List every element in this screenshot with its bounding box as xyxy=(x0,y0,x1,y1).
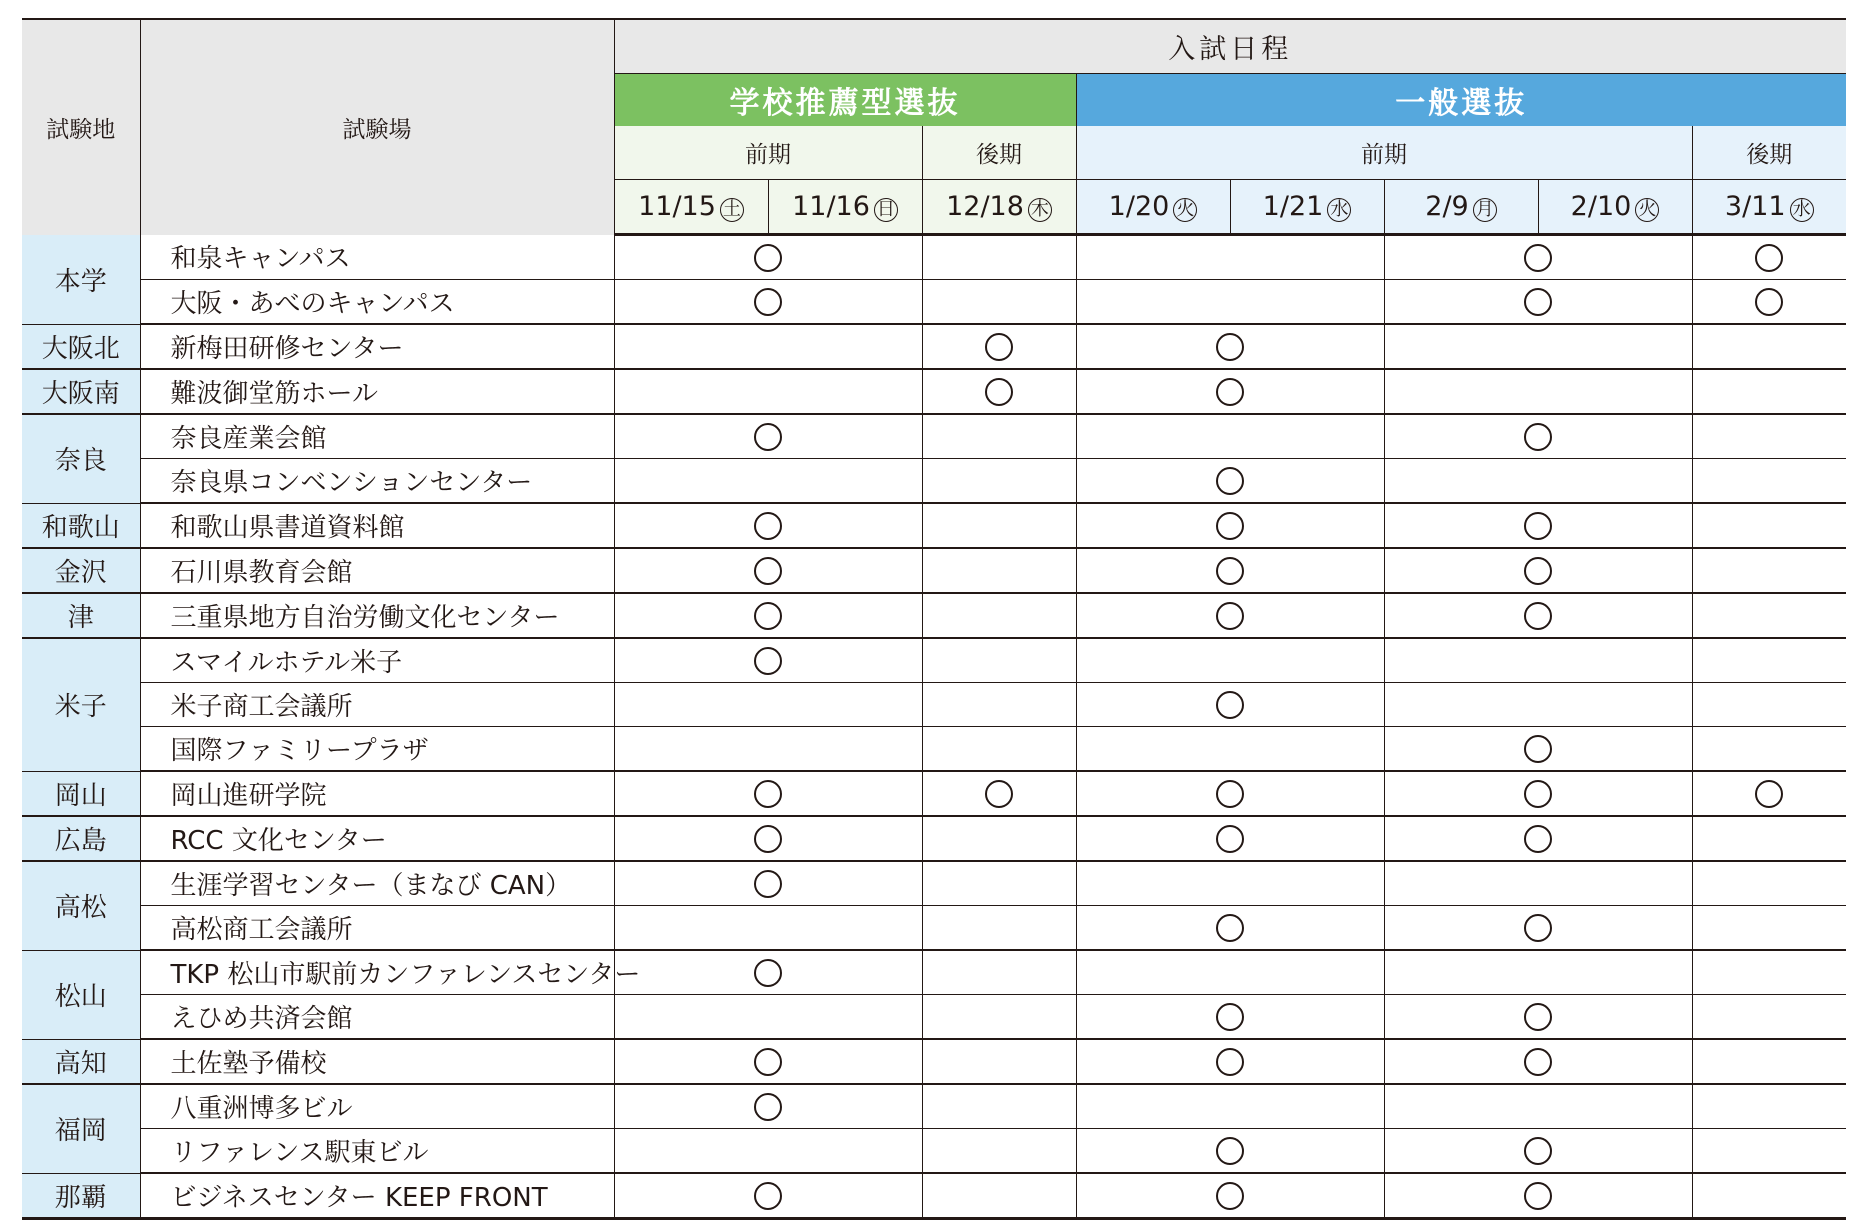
venue-cell: RCC 文化センター xyxy=(140,816,614,861)
schedule-cell xyxy=(1076,638,1384,683)
schedule-cell xyxy=(1692,369,1846,414)
table-row xyxy=(22,683,1846,727)
schedule-cell xyxy=(614,369,922,414)
schedule-cell xyxy=(1076,1129,1384,1174)
schedule-cell xyxy=(1692,324,1846,369)
date-text: 1/20 xyxy=(1108,191,1170,222)
general-selection-header: 一般選抜 xyxy=(1076,74,1846,127)
available-circle-icon xyxy=(754,1093,782,1121)
schedule-cell xyxy=(1692,548,1846,593)
date-header xyxy=(1384,180,1538,235)
venue-cell: 米子商工会議所 xyxy=(140,683,614,727)
venue-cell: 高松商工会議所 xyxy=(140,906,614,951)
available-circle-icon xyxy=(1524,1182,1552,1210)
available-circle-icon xyxy=(754,244,782,272)
available-circle-icon xyxy=(985,378,1013,406)
schedule-cell xyxy=(1076,324,1384,369)
venue-cell: 岡山進研学院 xyxy=(140,771,614,816)
schedule-cell xyxy=(614,727,922,772)
date-text: 11/15 xyxy=(638,191,716,222)
schedule-cell xyxy=(1076,1173,1384,1219)
available-circle-icon xyxy=(754,959,782,987)
weekday-badge: 月 xyxy=(1473,198,1497,222)
schedule-cell xyxy=(922,906,1076,951)
available-circle-icon xyxy=(1216,1048,1244,1076)
available-circle-icon xyxy=(1524,244,1552,272)
schedule-cell xyxy=(922,503,1076,548)
weekday-badge: 木 xyxy=(1028,198,1052,222)
available-circle-icon xyxy=(1216,512,1244,540)
schedule-cell xyxy=(1384,995,1692,1040)
schedule-cell xyxy=(922,816,1076,861)
schedule-cell xyxy=(922,324,1076,369)
available-circle-icon xyxy=(754,557,782,585)
schedule-cell xyxy=(922,593,1076,638)
available-circle-icon xyxy=(754,602,782,630)
schedule-cell xyxy=(1384,548,1692,593)
location-cell: 高松 xyxy=(22,861,140,950)
schedule-cell xyxy=(1384,816,1692,861)
available-circle-icon xyxy=(1755,288,1783,316)
schedule-cell xyxy=(614,324,922,369)
available-circle-icon xyxy=(1216,825,1244,853)
schedule-cell xyxy=(614,503,922,548)
date-header xyxy=(768,180,922,235)
table-row xyxy=(22,324,1846,369)
venue-cell: 土佐塾予備校 xyxy=(140,1039,614,1084)
schedule-cell xyxy=(922,280,1076,325)
available-circle-icon xyxy=(754,1048,782,1076)
schedule-cell xyxy=(1384,235,1692,280)
date-header xyxy=(614,180,768,235)
location-cell: 福岡 xyxy=(22,1084,140,1173)
schedule-cell xyxy=(1384,1129,1692,1174)
date-text: 1/21 xyxy=(1262,191,1324,222)
schedule-cell xyxy=(614,1173,922,1219)
table-row xyxy=(22,1039,1846,1084)
table-row xyxy=(22,950,1846,995)
available-circle-icon xyxy=(1524,735,1552,763)
schedule-cell xyxy=(1384,950,1692,995)
schedule-cell xyxy=(1384,861,1692,906)
location-cell: 金沢 xyxy=(22,548,140,593)
schedule-cell xyxy=(1692,638,1846,683)
table-row xyxy=(22,459,1846,504)
available-circle-icon xyxy=(1524,602,1552,630)
schedule-cell xyxy=(614,1039,922,1084)
venue-cell: 三重県地方自治労働文化センター xyxy=(140,593,614,638)
schedule-cell xyxy=(922,950,1076,995)
table-row xyxy=(22,1173,1846,1219)
schedule-cell xyxy=(614,414,922,459)
schedule-cell xyxy=(1692,280,1846,325)
schedule-cell xyxy=(922,683,1076,727)
general-early-header: 前期 xyxy=(1076,126,1692,180)
schedule-cell xyxy=(614,593,922,638)
available-circle-icon xyxy=(1216,691,1244,719)
schedule-cell xyxy=(1692,727,1846,772)
table-row xyxy=(22,548,1846,593)
schedule-cell xyxy=(614,235,922,280)
schedule-cell xyxy=(614,771,922,816)
recommend-late-header: 後期 xyxy=(922,126,1076,180)
available-circle-icon xyxy=(1524,914,1552,942)
location-cell: 米子 xyxy=(22,638,140,771)
schedule-cell xyxy=(1692,414,1846,459)
venue-cell: 和泉キャンパス xyxy=(140,235,614,280)
schedule-cell xyxy=(1076,593,1384,638)
location-cell: 津 xyxy=(22,593,140,638)
schedule-cell xyxy=(1076,950,1384,995)
schedule-cell xyxy=(922,995,1076,1040)
available-circle-icon xyxy=(985,780,1013,808)
available-circle-icon xyxy=(1216,1137,1244,1165)
available-circle-icon xyxy=(1755,780,1783,808)
table-row xyxy=(22,816,1846,861)
available-circle-icon xyxy=(1524,825,1552,853)
schedule-cell xyxy=(1692,906,1846,951)
schedule-cell xyxy=(922,1084,1076,1129)
schedule-cell xyxy=(1076,369,1384,414)
schedule-cell xyxy=(1692,861,1846,906)
schedule-cell xyxy=(922,459,1076,504)
schedule-cell xyxy=(1076,459,1384,504)
schedule-cell xyxy=(1384,638,1692,683)
recommend-early-header: 前期 xyxy=(614,126,922,180)
available-circle-icon xyxy=(754,870,782,898)
weekday-badge: 日 xyxy=(874,198,898,222)
available-circle-icon xyxy=(754,825,782,853)
table-row xyxy=(22,414,1846,459)
location-cell: 広島 xyxy=(22,816,140,861)
available-circle-icon xyxy=(1216,780,1244,808)
schedule-cell xyxy=(614,995,922,1040)
schedule-cell xyxy=(1384,459,1692,504)
location-cell: 那覇 xyxy=(22,1173,140,1219)
schedule-cell xyxy=(1692,816,1846,861)
table-row xyxy=(22,503,1846,548)
schedule-cell xyxy=(1384,369,1692,414)
weekday-badge: 火 xyxy=(1635,198,1659,222)
table-row xyxy=(22,593,1846,638)
weekday-badge: 土 xyxy=(720,198,744,222)
schedule-cell xyxy=(1076,861,1384,906)
venue-cell: 難波御堂筋ホール xyxy=(140,369,614,414)
schedule-cell xyxy=(1692,503,1846,548)
available-circle-icon xyxy=(754,647,782,675)
table-row xyxy=(22,235,1846,280)
table-row xyxy=(22,1129,1846,1174)
venue-cell: TKP 松山市駅前カンファレンスセンター xyxy=(140,950,614,995)
table-row xyxy=(22,771,1846,816)
schedule-cell xyxy=(1384,280,1692,325)
schedule-cell xyxy=(922,638,1076,683)
available-circle-icon xyxy=(754,288,782,316)
location-header: 試験地 xyxy=(22,19,140,235)
location-cell: 岡山 xyxy=(22,771,140,816)
schedule-cell xyxy=(922,369,1076,414)
available-circle-icon xyxy=(1216,557,1244,585)
schedule-cell xyxy=(1076,414,1384,459)
schedule-cell xyxy=(1076,906,1384,951)
schedule-cell xyxy=(1692,1173,1846,1219)
schedule-cell xyxy=(614,548,922,593)
location-cell: 松山 xyxy=(22,950,140,1039)
available-circle-icon xyxy=(1524,1003,1552,1031)
schedule-cell xyxy=(614,1084,922,1129)
available-circle-icon xyxy=(1524,1048,1552,1076)
schedule-cell xyxy=(1692,593,1846,638)
table-row xyxy=(22,280,1846,325)
location-cell: 大阪北 xyxy=(22,324,140,369)
table-row xyxy=(22,638,1846,683)
date-header xyxy=(922,180,1076,235)
schedule-cell xyxy=(922,1173,1076,1219)
schedule-cell xyxy=(614,950,922,995)
schedule-cell xyxy=(922,414,1076,459)
available-circle-icon xyxy=(754,780,782,808)
date-text: 2/10 xyxy=(1570,191,1632,222)
schedule-cell xyxy=(1384,727,1692,772)
venue-cell: リファレンス駅東ビル xyxy=(140,1129,614,1174)
schedule-cell xyxy=(1692,235,1846,280)
schedule-cell xyxy=(922,1129,1076,1174)
venue-cell: 生涯学習センター（まなび CAN） xyxy=(140,861,614,906)
schedule-cell xyxy=(1384,683,1692,727)
schedule-cell xyxy=(1384,906,1692,951)
schedule-cell xyxy=(1384,324,1692,369)
schedule-cell xyxy=(1076,771,1384,816)
schedule-cell xyxy=(1384,593,1692,638)
venue-cell: 和歌山県書道資料館 xyxy=(140,503,614,548)
schedule-cell xyxy=(1692,950,1846,995)
date-text: 3/11 xyxy=(1724,191,1786,222)
venue-header: 試験場 xyxy=(140,19,614,235)
date-text: 2/9 xyxy=(1425,191,1469,222)
location-cell: 奈良 xyxy=(22,414,140,503)
available-circle-icon xyxy=(985,333,1013,361)
venue-cell: 八重洲博多ビル xyxy=(140,1084,614,1129)
schedule-cell xyxy=(1692,995,1846,1040)
schedule-cell xyxy=(1076,1084,1384,1129)
available-circle-icon xyxy=(1524,780,1552,808)
schedule-cell xyxy=(1076,1039,1384,1084)
schedule-cell xyxy=(922,771,1076,816)
table-row xyxy=(22,861,1846,906)
schedule-header: 入試日程 xyxy=(614,19,1846,74)
schedule-cell xyxy=(1076,503,1384,548)
available-circle-icon xyxy=(1524,557,1552,585)
venue-cell: えひめ共済会館 xyxy=(140,995,614,1040)
schedule-cell xyxy=(614,638,922,683)
venue-cell: 国際ファミリープラザ xyxy=(140,727,614,772)
schedule-cell xyxy=(1076,683,1384,727)
weekday-badge: 水 xyxy=(1327,198,1351,222)
schedule-cell xyxy=(1692,771,1846,816)
schedule-cell xyxy=(1692,683,1846,727)
available-circle-icon xyxy=(1216,467,1244,495)
location-cell: 高知 xyxy=(22,1039,140,1084)
available-circle-icon xyxy=(1216,333,1244,361)
schedule-cell xyxy=(1384,771,1692,816)
general-late-header: 後期 xyxy=(1692,126,1846,180)
schedule-cell xyxy=(1384,1039,1692,1084)
schedule-cell xyxy=(614,683,922,727)
schedule-cell xyxy=(1076,816,1384,861)
recommend-selection-header: 学校推薦型選抜 xyxy=(614,74,1076,127)
schedule-cell xyxy=(614,861,922,906)
table-row xyxy=(22,1084,1846,1129)
schedule-cell xyxy=(1076,280,1384,325)
date-header xyxy=(1538,180,1692,235)
date-header xyxy=(1076,180,1230,235)
schedule-cell xyxy=(1076,548,1384,593)
schedule-cell xyxy=(1692,1039,1846,1084)
schedule-cell xyxy=(614,280,922,325)
table-row xyxy=(22,995,1846,1040)
date-text: 12/18 xyxy=(946,191,1024,222)
venue-cell: 石川県教育会館 xyxy=(140,548,614,593)
available-circle-icon xyxy=(1216,378,1244,406)
venue-cell: 奈良県コンベンションセンター xyxy=(140,459,614,504)
schedule-cell xyxy=(614,906,922,951)
schedule-cell xyxy=(1692,459,1846,504)
schedule-cell xyxy=(922,1039,1076,1084)
schedule-cell xyxy=(1384,503,1692,548)
weekday-badge: 火 xyxy=(1173,198,1197,222)
available-circle-icon xyxy=(1524,1137,1552,1165)
schedule-cell xyxy=(1076,995,1384,1040)
available-circle-icon xyxy=(1524,423,1552,451)
available-circle-icon xyxy=(754,1182,782,1210)
available-circle-icon xyxy=(1755,244,1783,272)
venue-cell: 新梅田研修センター xyxy=(140,324,614,369)
schedule-cell xyxy=(922,861,1076,906)
schedule-cell xyxy=(922,235,1076,280)
schedule-cell xyxy=(614,459,922,504)
schedule-cell xyxy=(1384,1173,1692,1219)
weekday-badge: 水 xyxy=(1790,198,1814,222)
schedule-cell xyxy=(1384,414,1692,459)
schedule-cell xyxy=(1076,727,1384,772)
venue-cell: スマイルホテル米子 xyxy=(140,638,614,683)
venue-cell: 大阪・あべのキャンパス xyxy=(140,280,614,325)
schedule-cell xyxy=(922,548,1076,593)
schedule-cell xyxy=(614,1129,922,1174)
table-row xyxy=(22,369,1846,414)
location-cell: 大阪南 xyxy=(22,369,140,414)
schedule-cell xyxy=(1384,1084,1692,1129)
available-circle-icon xyxy=(1216,602,1244,630)
venue-cell: ビジネスセンター KEEP FRONT xyxy=(140,1173,614,1219)
date-text: 11/16 xyxy=(792,191,870,222)
available-circle-icon xyxy=(754,512,782,540)
schedule-cell xyxy=(1076,235,1384,280)
available-circle-icon xyxy=(754,423,782,451)
location-cell: 本学 xyxy=(22,235,140,325)
table-row xyxy=(22,906,1846,951)
schedule-cell xyxy=(922,727,1076,772)
location-cell: 和歌山 xyxy=(22,503,140,548)
available-circle-icon xyxy=(1524,288,1552,316)
date-header xyxy=(1230,180,1384,235)
available-circle-icon xyxy=(1524,512,1552,540)
date-header xyxy=(1692,180,1846,235)
schedule-cell xyxy=(1692,1129,1846,1174)
exam-schedule-table xyxy=(22,18,1846,1220)
schedule-cell xyxy=(1692,1084,1846,1129)
table-row xyxy=(22,727,1846,772)
available-circle-icon xyxy=(1216,1182,1244,1210)
schedule-cell xyxy=(614,816,922,861)
venue-cell: 奈良産業会館 xyxy=(140,414,614,459)
available-circle-icon xyxy=(1216,914,1244,942)
available-circle-icon xyxy=(1216,1003,1244,1031)
